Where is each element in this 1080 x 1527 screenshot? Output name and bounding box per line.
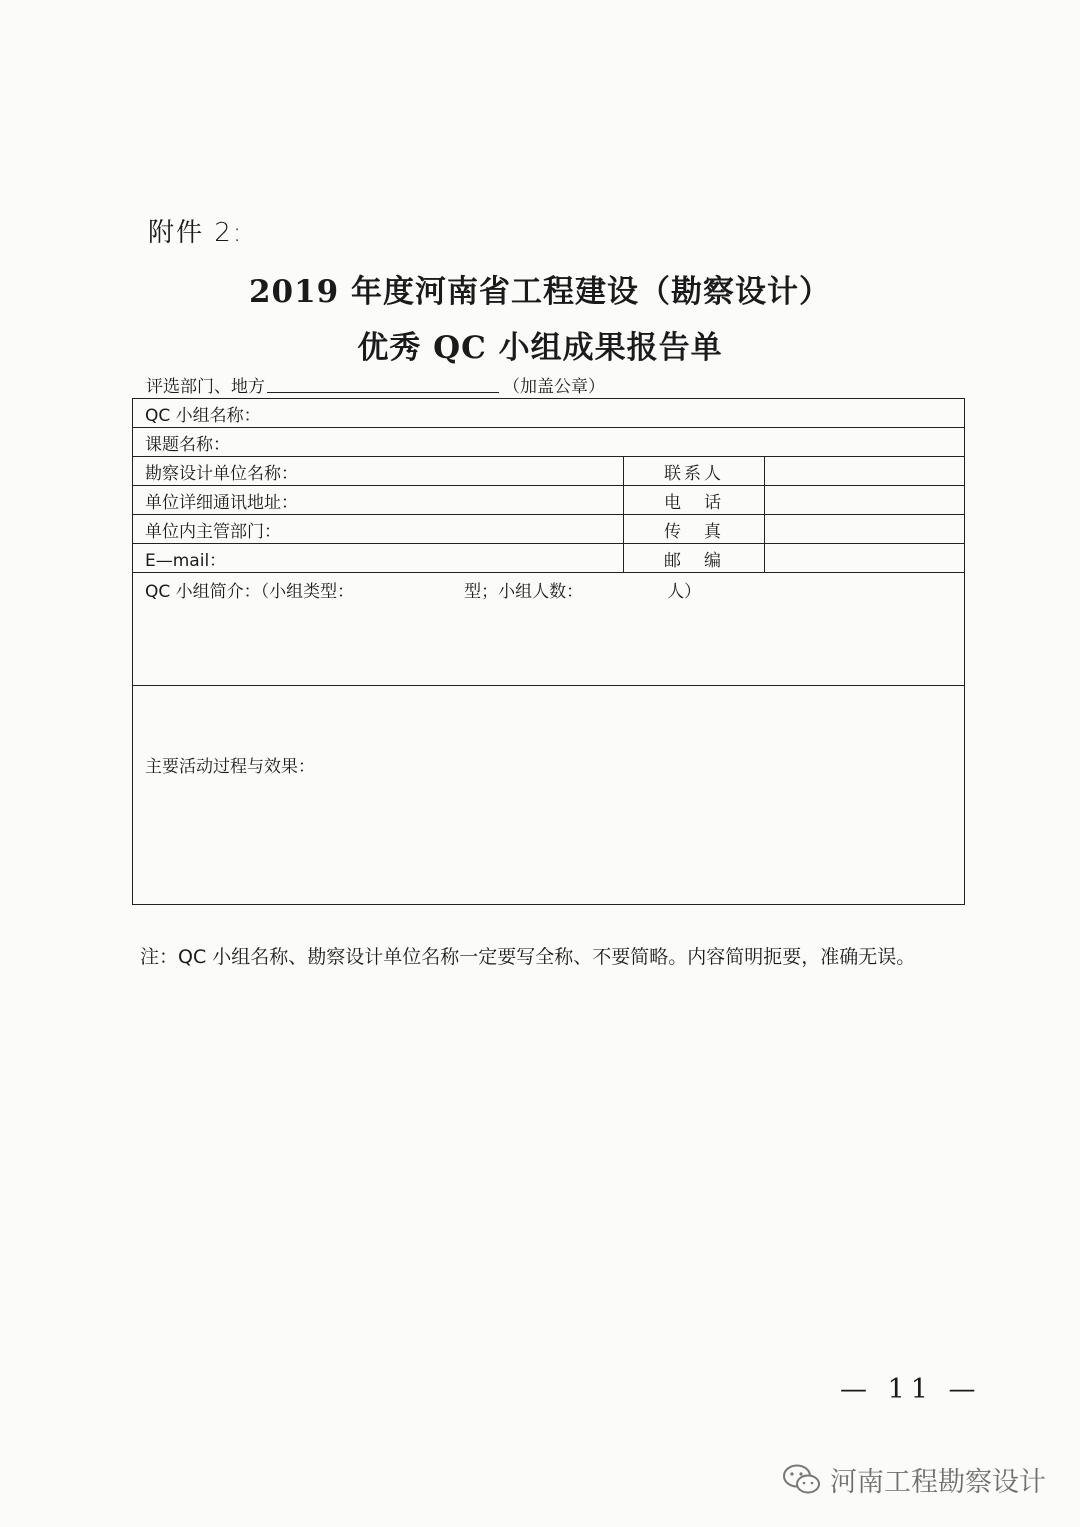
- topic-name-field[interactable]: [133, 428, 230, 456]
- contact-label: 联系人: [624, 457, 765, 485]
- department-field[interactable]: [133, 515, 624, 543]
- member-count-suffix: 人）: [667, 582, 702, 602]
- row-department: [133, 515, 964, 544]
- form-note: 注：QC 小组名称、勘察设计单位名称一定要写全称、不要简略。内容简明扼要，准确无误。: [140, 946, 916, 968]
- fax-label: 传 真: [624, 515, 765, 543]
- topic-name-label: 课题名称：: [145, 434, 230, 455]
- address-field[interactable]: [133, 486, 624, 514]
- email-field[interactable]: [133, 544, 624, 572]
- row-group-intro: [133, 573, 964, 686]
- row-unit-name: [133, 457, 964, 486]
- dept-label: 评选部门、地方: [146, 377, 265, 397]
- contact-field[interactable]: [765, 457, 964, 485]
- qc-group-name-field[interactable]: [133, 399, 261, 427]
- group-intro-field[interactable]: [133, 573, 964, 602]
- qc-group-name-label: QC 小组名称：: [145, 405, 261, 426]
- fax-field[interactable]: [765, 515, 964, 543]
- row-address: [133, 486, 964, 515]
- activity-field[interactable]: [133, 686, 315, 904]
- watermark-text: 河南工程勘察设计: [830, 1467, 1046, 1498]
- row-activity: [133, 686, 964, 904]
- row-topic-name: [133, 428, 964, 457]
- wechat-icon: [782, 1463, 822, 1497]
- dept-line: [146, 372, 605, 397]
- document-title-line2: 优秀 QC 小组成果报告单: [357, 330, 723, 366]
- watermark: [782, 1460, 1046, 1499]
- phone-label: 电 话: [624, 486, 765, 514]
- row-qc-group-name: [133, 399, 964, 428]
- phone-field[interactable]: [765, 486, 964, 514]
- row-email: [133, 544, 964, 573]
- attachment-label: 附件 2:: [148, 218, 244, 248]
- group-intro-label: QC 小组简介：（小组类型：: [145, 582, 355, 602]
- stamp-note: （加盖公章）: [503, 377, 605, 397]
- group-type-suffix: 型；小组人数：: [464, 582, 584, 602]
- unit-name-label: 勘察设计单位名称：: [145, 463, 298, 484]
- activity-label: 主要活动过程与效果：: [145, 757, 315, 777]
- document-title-line1: 2019 年度河南省工程建设（勘察设计）: [248, 274, 832, 310]
- email-label: E—mail：: [145, 550, 227, 571]
- unit-name-field[interactable]: [133, 457, 624, 485]
- postcode-field[interactable]: [765, 544, 964, 572]
- address-label: 单位详细通讯地址：: [145, 492, 298, 513]
- department-label: 单位内主管部门：: [145, 521, 281, 542]
- page-number: — 11 —: [840, 1374, 982, 1405]
- dept-blank-field[interactable]: [267, 378, 499, 393]
- postcode-label: 邮 编: [624, 544, 765, 572]
- report-form: [132, 398, 965, 905]
